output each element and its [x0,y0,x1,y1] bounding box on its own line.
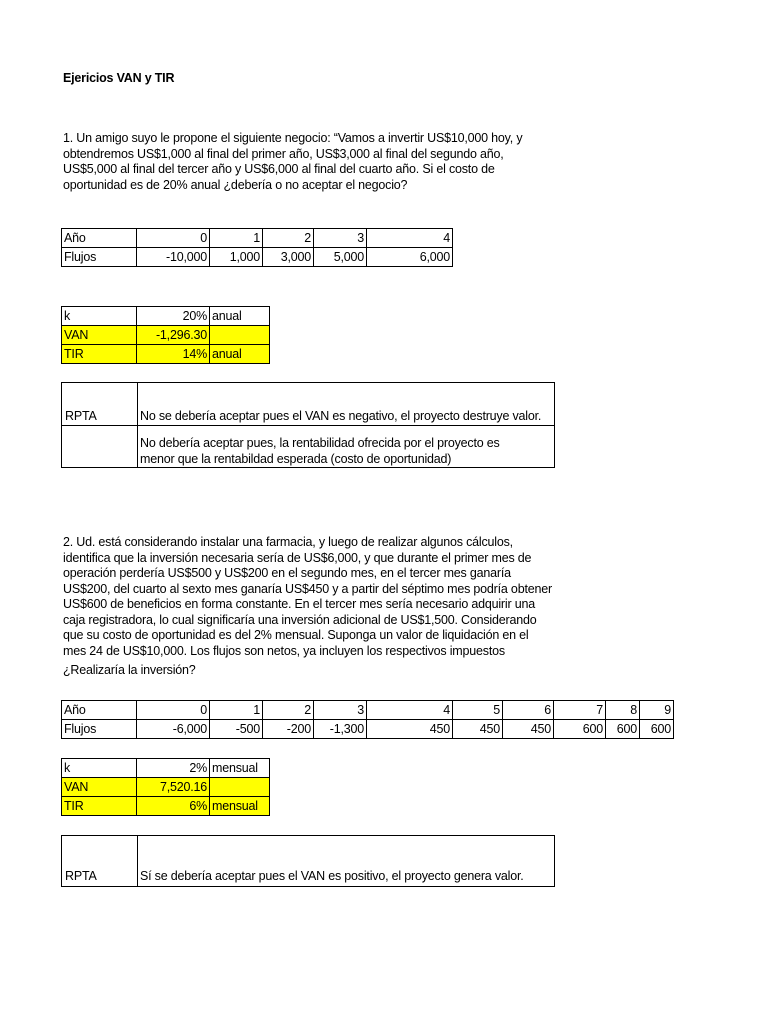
year-cell: 1 [210,701,263,720]
year-cell: 3 [314,701,367,720]
year-cell: 1 [210,229,263,248]
answer-text-van: No se debería aceptar pues el VAN es negativo, el proyecto destruye valor. [140,409,542,423]
flow-cell: -200 [263,720,314,739]
exercise-1-cashflow-table [61,228,453,267]
van-value: 7,520.16 [137,778,210,797]
year-cell: 0 [137,701,210,720]
k-label: k [62,307,137,326]
tir-label: TIR [62,345,137,364]
exercise-2-summary-table [61,758,270,816]
exercise-2-statement: 2. Ud. está considerando instalar una farmacia, y luego de realizar algunos cálculos, identifica que la inversión necesaria sería de US$6,000, y que durante el primer mes de operación perdería US$500 y US$200 en el segundo mes, en el tercer mes ganaría US$200, del cuarto al sexto mes ganaría US$450 y a partir del séptimo mes podría obtener US$600 de beneficios en forma constante. En el tercer mes sería necesario adquirir una caja registradora, lo cual significaría una inversión adicional de US$1,500. Considerando que su costo de oportunidad es del 2% mensual. Suponga un valor de liquidación en el mes 24 de US$10,000. Los flujos son netos, ya incluyen los respectivos impuestos [63,535,552,658]
flow-cell: -10,000 [137,248,210,267]
year-cell: 4 [367,229,453,248]
flow-cell: 450 [503,720,554,739]
van-unit [210,326,270,345]
flow-cell: 450 [453,720,503,739]
year-row [62,701,674,720]
flow-cell: 1,000 [210,248,263,267]
k-row [62,759,270,778]
k-value: 20% [137,307,210,326]
answer-text-tir: No debería aceptar pues, la rentabilidad ofrecida por el proyecto es menor que la rentabildad esperada (costo de oportunidad) [140,436,500,466]
year-cell: 3 [314,229,367,248]
flow-cell: 600 [554,720,606,739]
flows-label: Flujos [62,248,137,267]
year-cell: 2 [263,229,314,248]
year-label: Año [62,229,137,248]
flow-cell: -500 [210,720,263,739]
exercise-2-cashflow-table [61,700,674,739]
answer-label: RPTA [65,869,97,883]
year-cell: 2 [263,701,314,720]
flow-cell: 5,000 [314,248,367,267]
answer-divider-vertical [137,836,138,886]
exercise-2-answer-box [61,835,555,887]
flow-cell: 600 [606,720,640,739]
k-unit: anual [210,307,270,326]
van-label: VAN [62,326,137,345]
flow-cell: 450 [367,720,453,739]
flow-cell: -1,300 [314,720,367,739]
answer-text-van: Sí se debería aceptar pues el VAN es positivo, el proyecto genera valor. [140,869,524,883]
tir-label: TIR [62,797,137,816]
van-label: VAN [62,778,137,797]
van-unit [210,778,270,797]
tir-unit: anual [210,345,270,364]
van-value: -1,296.30 [137,326,210,345]
exercise-1-summary-table [61,306,270,364]
page-title: Ejericios VAN y TIR [63,71,175,85]
tir-row [62,345,270,364]
year-cell: 8 [606,701,640,720]
k-row [62,307,270,326]
flows-label: Flujos [62,720,137,739]
tir-value: 6% [137,797,210,816]
van-row [62,778,270,797]
k-unit: mensual [210,759,270,778]
tir-row [62,797,270,816]
flow-cell: 3,000 [263,248,314,267]
k-value: 2% [137,759,210,778]
year-cell: 0 [137,229,210,248]
flow-cell: 6,000 [367,248,453,267]
answer-divider-horizontal [62,425,554,426]
exercise-1-answer-box [61,382,555,468]
tir-unit: mensual [210,797,270,816]
van-row [62,326,270,345]
year-label: Año [62,701,137,720]
year-cell: 9 [640,701,674,720]
flow-cell: -6,000 [137,720,210,739]
flows-row [62,720,674,739]
year-cell: 7 [554,701,606,720]
year-row [62,229,453,248]
k-label: k [62,759,137,778]
flow-cell: 600 [640,720,674,739]
tir-value: 14% [137,345,210,364]
year-cell: 6 [503,701,554,720]
answer-label: RPTA [65,409,97,423]
flows-row [62,248,453,267]
year-cell: 5 [453,701,503,720]
exercise-1-statement: 1. Un amigo suyo le propone el siguiente negocio: “Vamos a invertir US$10,000 hoy, y obtendremos US$1,000 al final del primer año, US$3,000 al final del segundo año, US$5,000 al final del tercer año y US$6,000 al final del cuarto año. Si el costo de oportunidad es de 20% anual ¿debería o no aceptar el negocio? [63,131,523,192]
year-cell: 4 [367,701,453,720]
exercise-2-question: ¿Realizaría la inversión? [63,663,196,677]
